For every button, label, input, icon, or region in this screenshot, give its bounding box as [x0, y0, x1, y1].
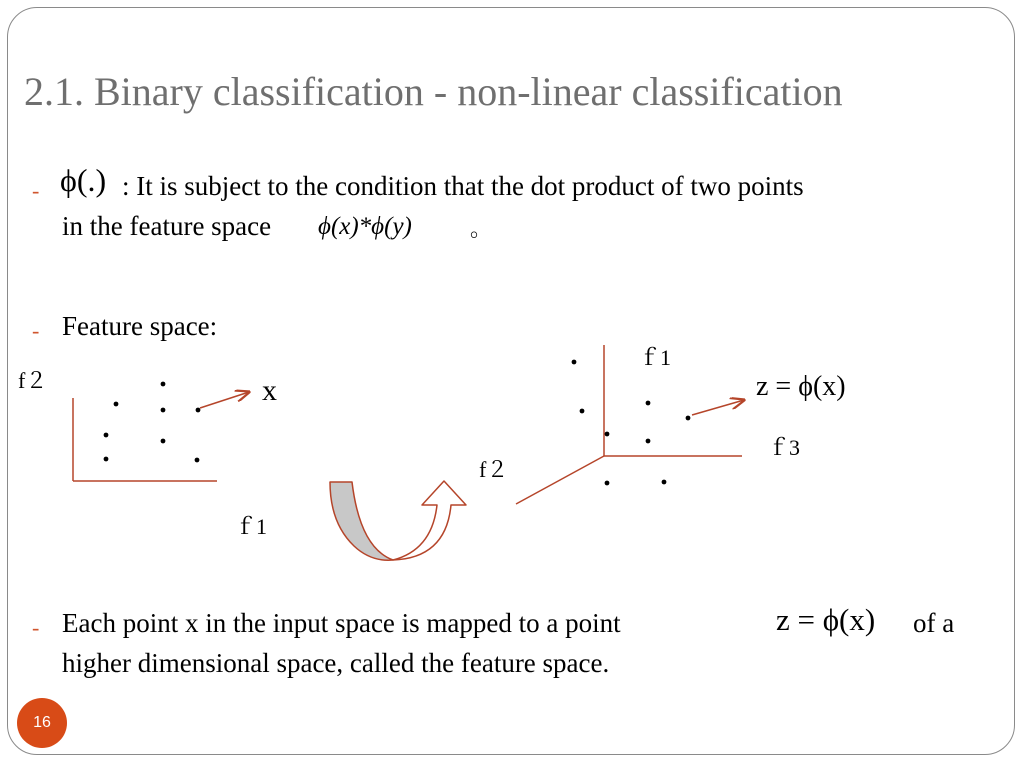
feature-f1-label: ｆ1	[638, 345, 672, 370]
feature-f2-label: f２	[479, 457, 509, 482]
bullet1-line2: in the feature space	[62, 211, 272, 241]
mapping-curved-arrow	[330, 481, 466, 560]
feature-point	[662, 480, 667, 485]
feature-f3-label: ｆ3	[767, 435, 801, 460]
bullet3-line2: higher dimensional space, called the feature space.	[62, 648, 610, 678]
feature-point	[605, 481, 610, 486]
input-point	[161, 382, 166, 387]
input-space-axes	[73, 398, 217, 481]
slide-title: 2.1. Binary classification - non-linear classification	[24, 69, 843, 114]
page-number-badge: 16	[17, 698, 67, 748]
feature-point	[580, 409, 585, 414]
input-point	[161, 408, 166, 413]
input-point	[195, 458, 200, 463]
bullet1-line1: : It is subject to the condition that the dot product of two points	[122, 171, 804, 201]
input-point	[114, 402, 119, 407]
feature-point	[605, 432, 610, 437]
bullet2-text: Feature space:	[62, 311, 218, 341]
mapping-formula: z = ϕ(x)	[756, 371, 846, 402]
end-mark: 。	[470, 216, 493, 241]
input-point	[161, 439, 166, 444]
input-pointer-arrow	[200, 392, 249, 408]
bullet-marker: -	[32, 615, 40, 640]
feature-space-axes	[516, 345, 742, 504]
phi-symbol: ϕ(.)	[60, 162, 107, 198]
bullet3-line1: Each point x in the input space is mapped to a point	[62, 608, 621, 638]
input-points	[104, 382, 201, 463]
input-f1-label: ｆ1	[234, 514, 268, 539]
bullet-marker: -	[32, 178, 40, 203]
feature-point	[646, 401, 651, 406]
input-point	[104, 457, 109, 462]
feature-pointer-arrow	[692, 400, 744, 415]
input-point-label: x	[262, 374, 277, 407]
dot-product-formula: ϕ(x)*ϕ(y)	[318, 213, 412, 240]
input-point	[196, 408, 201, 413]
input-f2-label: f２	[18, 368, 48, 393]
bullet3-formula: z = ϕ(x)	[776, 602, 876, 637]
feature-point	[646, 439, 651, 444]
bullet-marker: -	[32, 318, 40, 343]
bullet3-line1-end: of a	[913, 608, 955, 638]
feature-point	[572, 360, 577, 365]
feature-point	[686, 416, 691, 421]
feature-points	[572, 360, 691, 486]
input-point	[104, 433, 109, 438]
